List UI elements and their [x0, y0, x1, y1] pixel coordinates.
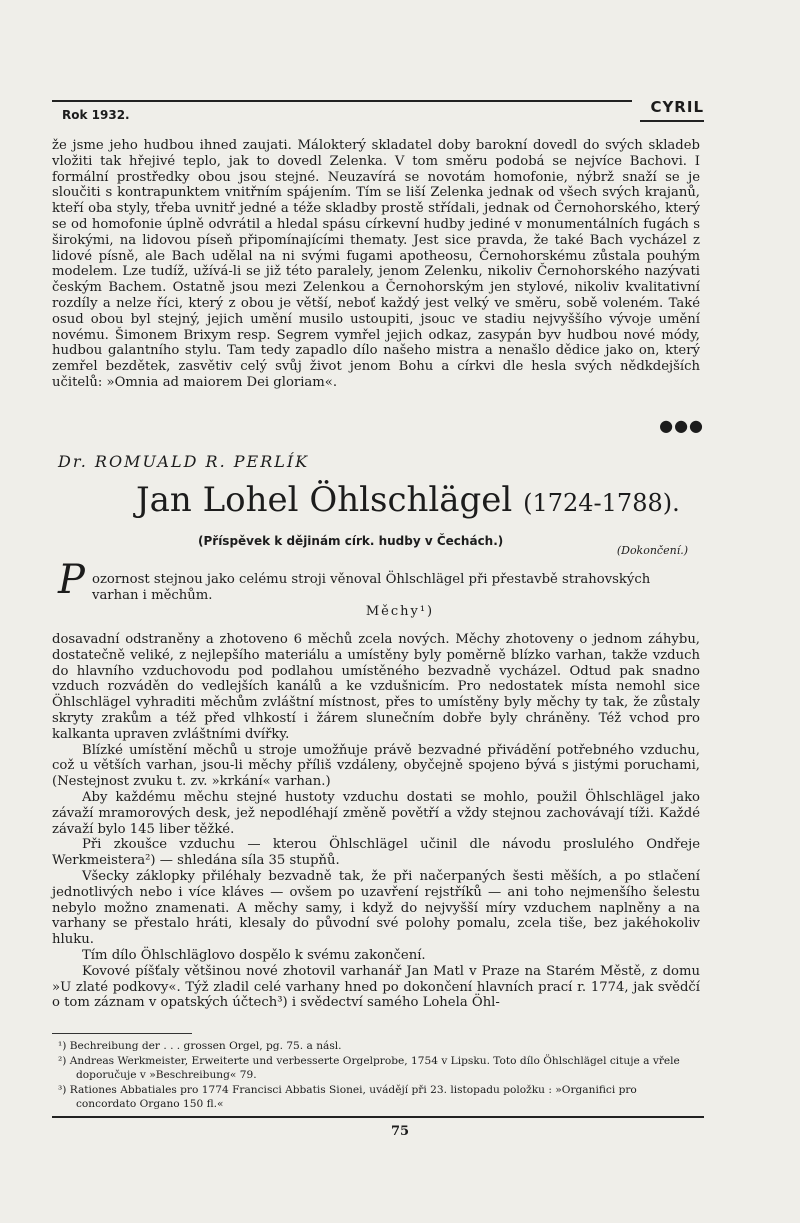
- footnote: ¹) Bechreibung der . . . grossen Orgel, pg. 75. a násl.: [58, 1040, 342, 1052]
- header-journal-name: CYRIL: [650, 98, 704, 116]
- article-subtitle: (Příspěvek k dějinám círk. hudby v Čechách.): [198, 534, 504, 548]
- footnote-rule: [52, 1033, 192, 1034]
- article-title-text: Jan Lohel Öhlschlägel: [136, 480, 513, 520]
- page-number: 75: [390, 1124, 410, 1139]
- paragraph: Blízké umístění měchů u stroje umožňuje právě bezvadné přivádění potřebného vzduchu, což u větších varhan, jsou-li měchy příliš vzdáleny, obyčejně spojeno bývá s jistými poruchami, (Nestejnost zvuku t. zv. »krkání« varhan.): [52, 742, 700, 790]
- footnote: ²) Andreas Werkmeister, Erweiterte und verbesserte Orgelprobe, 1754 v Lipsku. Toto dílo Öhlschlägel cituje a vřele doporučuje v »Beschreibung« 79.: [58, 1055, 680, 1081]
- drop-cap-initial: P: [58, 557, 85, 603]
- article-title: [136, 480, 680, 520]
- footnote: ³) Rationes Abbatiales pro 1774 Francisci Abbatis Sionei, uvádějí při 23. listopadu položku : »Organifici pro concordato Organo 150 fl.«: [58, 1084, 637, 1110]
- paragraph: dosavadní odstraněny a zhotoveno 6 měchů zcela nových. Měchy zhotoveny o jednom záhybu, dostatečně veliké, z nejlepšího materiálu a umístěny byly poměrně blízko varhan, takže vzduch do hlavního vzduchovodu pod podlahou umístěného bezvadně vycházel. Odtud pak snadno vzduch rozváděn do vedlejších kanálů a ke vzdušnicím. Pro nedostatek místa nemohl sice Öhlschlägel vyhraditi měchům zvláštní místnost, přes to umístěny byly měchy ty tak, že zůstaly skryty zrakům a též před vlhkostí i žárem slunečním dobře byly chráněny. Též vchod pro kalkanta upraven zvláštními dvířky.: [52, 632, 700, 742]
- header-rule: [52, 100, 632, 102]
- footnotes: [58, 1040, 698, 1113]
- continued-note: (Dokončení.): [616, 544, 688, 557]
- article-body: [52, 632, 700, 1011]
- paragraph: Tím dílo Öhlschläglovo dospělo k svému zakončení.: [82, 947, 426, 963]
- header-year: Rok 1932.: [62, 108, 130, 122]
- header-rule-right: [640, 120, 704, 122]
- article-author: Dr. ROMUALD R. PERLÍK: [58, 452, 310, 471]
- section-separator-dots: ●●●: [659, 416, 704, 435]
- paragraph: Všecky záklopky přiléhaly bezvadně tak, že při načerpaných šesti měších, a po stlačení jednotlivých nebo i více kláves — ovšem po uzavření rejstříků — ani toho nejmenšího šelestu nebylo možno znamenati. A měchy samy, i když do nejvyšší míry vzduchem naplněny a na varhany se přestalo hráti, klesaly do původní své polohy pomalu, zcela tiše, bez jakéhokoliv hluku.: [52, 868, 700, 948]
- article-title-years: (1724-1788).: [523, 489, 680, 517]
- paragraph: varhan i měchům.: [92, 588, 213, 603]
- previous-article-conclusion: [52, 138, 700, 391]
- footer-rule: [52, 1116, 704, 1118]
- section-heading: Měchy¹): [365, 604, 435, 619]
- paragraph: ozornost stejnou jako celému stroji věnoval Öhlschlägel při přestavbě strahovských: [92, 572, 651, 587]
- paragraph: Při zkoušce vzduchu — kterou Öhlschlägel učinil dle návodu proslulého Ondřeje Werkmeistera²) — shledána síla 35 stupňů.: [52, 837, 700, 869]
- intro-line-2: [92, 588, 698, 604]
- paragraph: Kovové píšťaly většinou nové zhotovil varhanář Jan Matl v Praze na Starém Městě, z domu »U zlaté podkovy«. Týž zladil celé varhany hned po dokončení hlavních prací r. 1774, jak svědčí o tom záznam v opatských účtech³) i svědectví samého Lohela Öhl-: [52, 963, 700, 1011]
- paragraph: Aby každému měchu stejné hustoty vzduchu dostati se mohlo, použil Öhlschlägel jako závaží mramorových desk, jež nepodléhají změně povětří a vždy stejnou zachovávají tíži. Každé závaží bylo 145 liber těžké.: [52, 789, 700, 837]
- running-header: [52, 98, 704, 124]
- intro-line-1: [92, 572, 698, 588]
- paragraph: že jsme jeho hudbou ihned zaujati. Málokterý skladatel doby barokní dovedl do svých skladeb vložiti tak hřejivé teplo, jak to dovedl Zelenka. V tom směru podobá se nejvíce Bachovi. I formální prostředky obou jsou stejné. Neuzavírá se novotám homofonie, nýbrž snaží se je sloučiti s kontrapunktem vnitřním spájením. Tím se liší Zelenka jednak od všech svých krajanů, kteří oba styly, třeba uvnitř jedné a téže skladby prostě střídali, jednak od Černohorského, který se od homofonie úplně odvrátil a hledal spásu církevní hudby jediné v monumentálních fugách s širokými, na lidovou píseň připomínajícími thematy. Jest sice pravda, že také Bach vycházel z lidové písně, ale Bach udělal na ni svými fugami apotheosu, Černohorskému zůstala pouhým modelem. Lze tudíž, užívá-li se již této paralely, jenom Zelenku, nikoliv Černohorského nazývati českým Bachem. Ostatně jsou mezi Zelenkou a Černohorským jen stylové, nikoliv kvalitativní rozdíly a nelze říci, který z obou je větší, neboť každý jest velký ve směru, sobě voleném. Také osud obou byl stejný, jejich umění musilo ustoupiti, jsouc ve stadiu nejvyššího vývoje umění novému. Šimonem Brixym resp. Segrem vymřel jejich odkaz, zasypán byv hudbou nové módy, hudbou galantního stylu. Tam tedy zapadlo dílo našeho mistra a nenašlo dědice jako on, který zemřel bezdětek, zasvětiv celý svůj život jenom Bohu a církvi dle hesla svých nědkdejších učitelů: »Omnia ad maiorem Dei gloriam«.: [52, 138, 700, 390]
